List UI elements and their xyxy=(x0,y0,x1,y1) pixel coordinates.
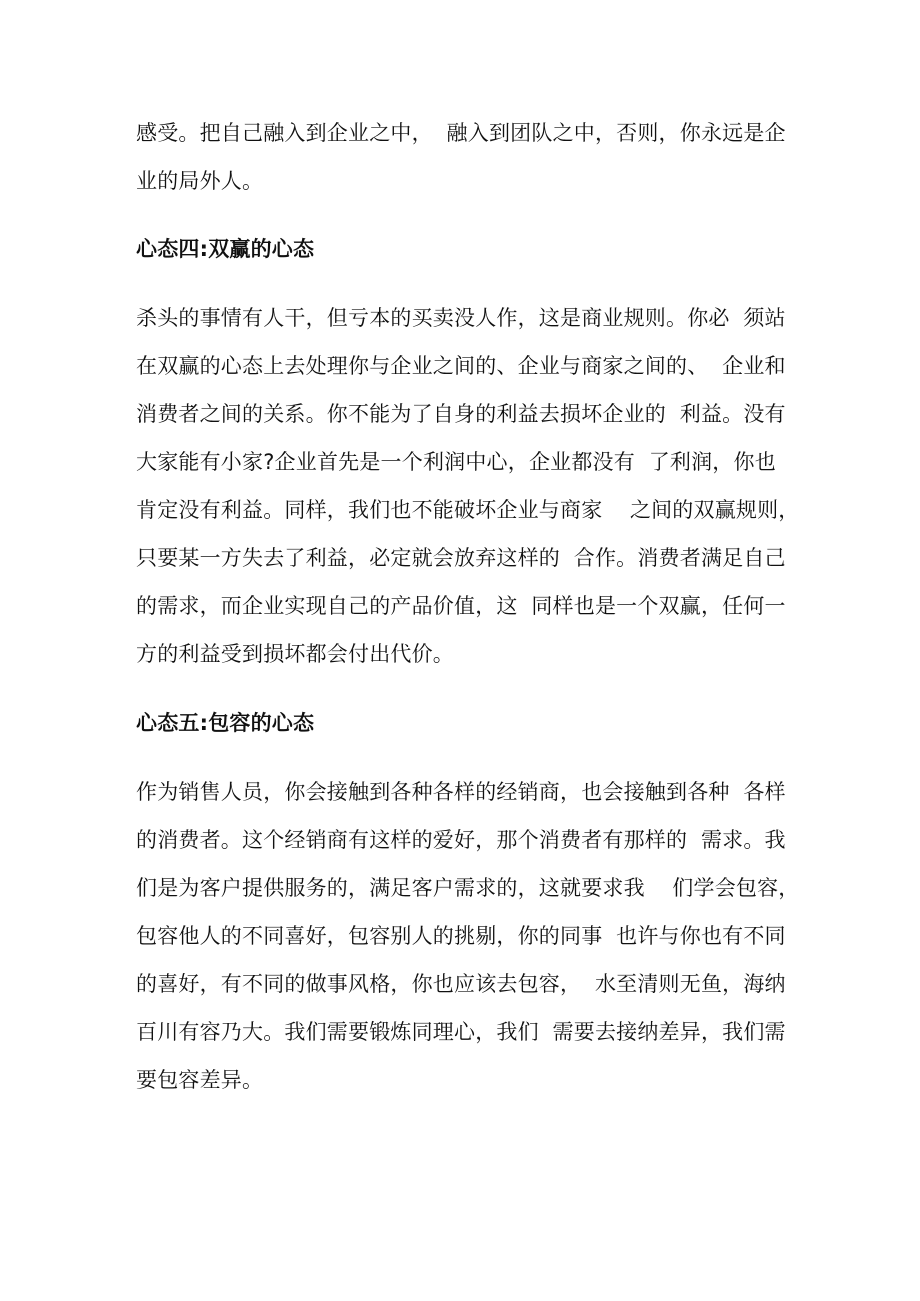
section4-line-6: 只要某一方失去了利益，必定就会放弃这样的 合作。消费者满足自己 xyxy=(136,546,786,570)
section4-line-7: 的需求，而企业实现自己的产品价值，这 同样也是一个双赢，任何一 xyxy=(136,594,786,618)
section4-line-3: 消费者之间的关系。你不能为了自身的利益去损坏企业的 利益。没有 xyxy=(136,402,786,426)
section4-line-1: 杀头的事情有人干，但亏本的买卖没人作，这是商业规则。你必 须站 xyxy=(136,306,786,330)
section5-heading: 心态五:包容的心态 xyxy=(136,711,315,735)
section4-line-5: 肯定没有利益。同样，我们也不能破坏企业与商家 之间的双赢规则， xyxy=(136,498,800,522)
section5-line-7: 要包容差异。 xyxy=(136,1068,264,1092)
section5-line-1: 作为销售人员，你会接触到各种各样的经销商，也会接触到各种 各样 xyxy=(136,780,786,804)
section5-line-3: 们是为客户提供服务的，满足客户需求的，这就要求我 们学会包容， xyxy=(136,876,800,900)
section4-heading: 心态四:双赢的心态 xyxy=(136,237,315,261)
section4-line-4: 大家能有小家?企业首先是一个利润中心，企业都没有 了利润，你也 xyxy=(136,450,776,474)
section5-line-5: 的喜好，有不同的做事风格，你也应该去包容， 水至清则无鱼，海纳 xyxy=(136,972,786,996)
section5-line-6: 百川有容乃大。我们需要锻炼同理心，我们 需要去接纳差异，我们需 xyxy=(136,1020,786,1044)
intro-line-2: 业的局外人。 xyxy=(136,169,264,193)
intro-line-1: 感受。把自己融入到企业之中， 融入到团队之中，否则，你永远是企 xyxy=(136,121,786,145)
section4-line-2: 在双赢的心态上去处理你与企业之间的、企业与商家之间的、 企业和 xyxy=(136,354,786,378)
section4-line-8: 方的利益受到损坏都会付出代价。 xyxy=(136,642,454,666)
section5-line-2: 的消费者。这个经销商有这样的爱好，那个消费者有那样的 需求。我 xyxy=(136,828,786,852)
section5-line-4: 包容他人的不同喜好，包容别人的挑剔，你的同事 也许与你也有不同 xyxy=(136,924,786,948)
